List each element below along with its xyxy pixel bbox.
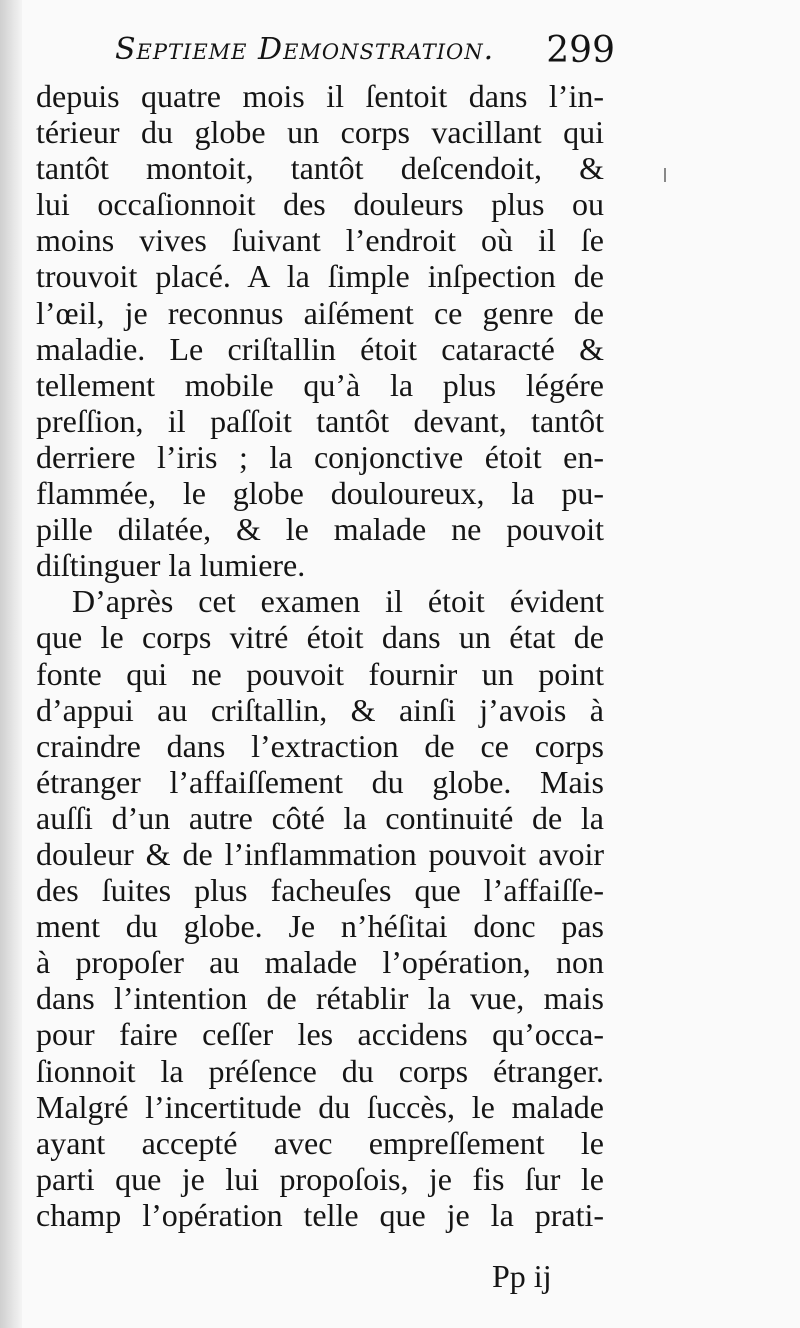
text-line: tantôt montoit, tantôt deſcendoit, & [36,150,604,187]
text-line: pour faire ceſſer les accidens qu’occa- [36,1016,604,1053]
text-line: auſſi d’un autre côté la continuité de la [36,799,604,836]
text-line: étranger l’affaiſſement du globe. Mais [36,763,604,800]
running-head-title: Septieme Demonstration. [115,32,495,67]
text-line: que le corps vitré étoit dans un état de [36,619,604,656]
body-text [36,78,604,1233]
paragraph-start-line: D’après cet examen il étoit évident [72,583,604,620]
text-line: ment du globe. Je n’héſitai donc pas [36,908,604,945]
text-line: flammée, le globe douloureux, la pu- [36,475,604,512]
text-line: parti que je lui propoſois, je fis ſur le [36,1160,604,1197]
text-line: l’œil, je reconnus aiſément ce genre de [36,294,604,331]
text-line: fonte qui ne pouvoit fournir un point [36,655,604,692]
text-line: des ſuites plus facheuſes que l’affaiſſe- [36,872,604,909]
signature-mark: Pp ij [492,1258,552,1294]
text-line: trouvoit placé. A la ſimple inſpection de [36,258,604,295]
text-line: maladie. Le criſtallin étoit cataracté & [36,330,604,367]
text-line: ayant accepté avec empreſſement le [36,1124,604,1161]
page-number: 299 [546,30,615,71]
text-line: lui occaſionnoit des douleurs plus ou [36,186,604,223]
text-line: pille dilatée, & le malade ne pouvoit [36,511,604,548]
gutter-shadow [0,0,22,1328]
text-line: champ l’opération telle que je la prati- [36,1196,604,1233]
text-line: preſſion, il paſſoit tantôt devant, tantôt [36,402,604,439]
text-line: douleur & de l’inflammation pouvoit avoir [36,835,604,872]
text-line: d’appui au criſtallin, & ainſi j’avois à [36,691,604,728]
running-head [115,28,615,78]
text-line: à propoſer au malade l’opération, non [36,944,604,981]
text-line: dans l’intention de rétablir la vue, mais [36,980,604,1017]
text-line: craindre dans l’extraction de ce corps [36,727,604,764]
text-line: derriere l’iris ; la conjonctive étoit en- [36,438,604,475]
text-line: diſtinguer la lumiere. [36,547,306,584]
margin-mark [664,168,666,182]
text-line: depuis quatre mois il ſentoit dans l’in- [36,78,604,114]
text-line: Malgré l’incertitude du ſuccès, le malade [36,1088,604,1125]
text-line: tellement mobile qu’à la plus légére [36,366,604,403]
text-line: moins vives ſuivant l’endroit où il ſe [36,222,604,259]
text-line: térieur du globe un corps vacillant qui [36,114,604,151]
text-line: ſionnoit la préſence du corps étranger. [36,1052,604,1089]
